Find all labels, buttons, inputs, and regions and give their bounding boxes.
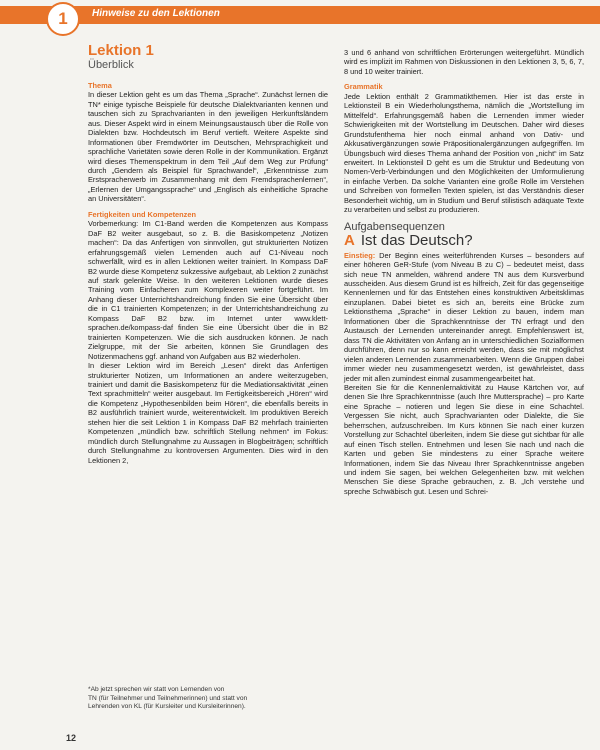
footnote-line: *Ab jetzt sprechen wir statt von Lernenden von [88, 686, 225, 693]
kompetenzen-heading: Fertigkeiten und Kompetenzen [88, 209, 196, 219]
thema-paragraph: In dieser Lektion geht es um das Thema „Sprache“. Zunächst lernen die TN* einige typische Beispiele für deutsche Dialektvarianten kennen und tauschen sich zu Sprachvarianten in den jeweiligen Herkunftsländern aus. Dieser Aspekt wird in einem Meinungsaustausch über die Rolle von Dialekten bzw. Hochdeutsch im Beruf vertieft. Weitere Aspekte sind Informationen über Fremdwörter im Deutschen, Mehrsprachigkeit und sprachliche Varietäten sowie deren Rolle in der Kommunikation. Ergänzt wird dieses Themenspektrum in dem Teil „Auf dem Weg zur Prüfung“ durch „Gendern als Beispiel für Sprachwandel“, „Erkenntnisse zum Erstspracherwerb im Zusammenhang mit dem Fremdsprachenlernen“, „Erlernen der Umgangssprache“ und „Englisch als einheitliche Sprache an Universitäten“. [88, 90, 328, 204]
einstieg-text: Der Beginn eines weiterführenden Kurses – besonders auf einer höheren GeR-Stufe (vom Niveau B zu C) – bedeutet meist, dass sich neue TN anmelden, während andere TN aus dem Kursverbund ausscheiden. Aus diesem Grund ist es hilfreich, Zeit für das gegenseitige Kennenlernen und für das Entstehen eines konstruktiven Arbeitsklimas einzuplanen. Dabei bietet es sich an, bereits eine Brücke zum Lektionsthema „Sprache“ in dieser Lektion zu bauen, indem man Informationen über die Sprachkenntnisse der TN erfragt und den Austausch der Lernenden untereinander anregt. Empfehlenswert ist, dass TN die Aktivitäten von Anfang an in unterschiedlichen Sozialformen durchführen, denn nur so kann erreicht werden, dass sie mit möglichst vielen anderen Lernenden zusammenarbeiten. Wenn die Gruppen dabei immer wieder neu zusammengesetzt werden, ist gewährleistet, dass jeder mit allen zumindest einmal zusammengearbeitet hat. [344, 250, 584, 383]
continuation-paragraph: 3 und 6 anhand von schriftlichen Erörterungen weitergeführt. Mündlich wird es implizit im Rahmen von Diskussionen in den Lektionen 3, 5, 6, 7, 8 und 10 weiter trainiert. [344, 48, 584, 76]
section-a-title [344, 232, 584, 250]
grammatik-paragraph: Jede Lektion enthält 2 Grammatikthemen. Hier ist das erste in Lektionsteil B ein Wiederholungsthema, nämlich die „Wortstellung im Mittelfeld“. Erfahrungsgemäß haben die Lernenden immer wieder Schwierigkeiten mit der Wortstellung im Deutschen. Daher wird dieses Grundstufenthema hier noch einmal anhand von Dativ- und Akkusativergänzungen sowie Präpositionalergänzungen aufgegriffen. Im Übungsbuch wird dieses Thema anhand der Position von „nicht“ im Satz erweitert. In Lektionsteil D geht es um die Struktur und Bedeutung von Nomen-Verb-Verbindungen und den Möglichkeiten der Umformulierung in einfache Verben. Da solche Varianten eine große Rolle im Verstehen und Schreiben von formellen Texten spielen, ist das Verständnis dieser Besonderheit wichtig, um in Studium und Beruf stilistisch adäquate Texte zu verarbeiten und selbst zu produzieren. [344, 91, 584, 215]
kompetenzen-paragraph-2: In dieser Lektion wird im Bereich „Lesen“ direkt das Anfertigen strukturierter Notizen, um Informationen an andere weiterzugeben, trainiert und damit die Basiskompetenz für die Mediationsaktivität „einen Text sprachmitteln“ weiter ausgebaut. Im Fertigkeitsbereich „Hören“ wird die Kompetenz „Hypothesenbilden beim Hören“, die ebenfalls bereits in B2 ausführlich trainiert wurde, weiterentwickelt. Im produktiven Bereich stehen hier die seit Lektion 1 in Kompass DaF B2 mehrfach trainierten Kompetenzen „mündlich bzw. schriftlich Stellung nehmen“ im Fokus: mündlich durch Stellungnahme zu Aussagen in Blogbeiträgen; schriftlich durch Stellungnahme zu kontroversen Argumenten. Dies wird in den Lektionen 2, [88, 361, 328, 465]
lesson-title: Lektion 1 [88, 42, 154, 59]
sequences-heading: Aufgabensequenzen [344, 220, 445, 233]
section-a-letter: A [344, 232, 355, 250]
einstieg-lead: Einstieg: [344, 250, 376, 260]
section-a-title-text: Ist das Deutsch? [360, 232, 473, 250]
page-number: 12 [66, 733, 77, 743]
footnote-line: Lehrenden von KL (für Kursleiter und Kursleiterinnen). [88, 703, 246, 711]
left-column [88, 42, 328, 465]
thema-heading: Thema [88, 80, 112, 90]
chapter-number-badge: 1 [46, 2, 80, 36]
footnote-line: TN (für Teilnehmer und Teilnehmerinnen) und statt von [88, 694, 248, 702]
footnote [88, 686, 328, 712]
header-bar [0, 6, 600, 24]
einstieg-paragraph [344, 251, 584, 383]
header-title: Hinweise zu den Lektionen [92, 8, 220, 19]
bereiten-paragraph: Bereiten Sie für die Kennenlernaktivität zu Hause Kärtchen vor, auf denen Sie Ihre Sprachkenntnisse (auch Ihre Muttersprache) – pro Karte eine Sprache – notieren und legen Sie diese in eine Schachtel. Vergessen Sie nicht, auch Sprachvarianten oder Dialekte, die Sie beherrschen, aufzuschreiben. Im Kurs können Sie nach einer kurzen Vorstellung zur Schachtel überleiten, indem Sie diese gut sichtbar für alle auf einen Tisch stellen. Entnehmen und lesen Sie nach und nach die Karten und geben Sie mindestens zu einer Sprache weitere Informationen, indem Sie das Niveau Ihrer Sprachkenntnisse angeben und indem Sie sagen, bei welchen Gelegenheiten bzw. mit welchen Menschen Sie diese Sprache gebrauchen, z. B. „Ich verstehe und spreche Schwäbisch gut. Lesen und Schrei- [344, 382, 584, 496]
kompetenzen-paragraph-1: Vorbemerkung: Im C1-Band werden die Kompetenzen aus Kompass DaF B2 weiter ausgebaut, so z. B. die Basiskompetenz „Notizen machen“: Da das Anfertigen von sinnvollen, gut strukturierten Notizen erfahrungsgemäß vielen Lernenden auch auf C1-Niveau noch schwerfällt, wird es in allen Lektionen weiter trainiert. In Kompass DaF B2 wurde diese Kompetenz sukzessive aufgebaut, ab Lektion 2 zunächst auf stark gelenkte Weise. In den weiteren Lektionen wurde dieses Training vom Einfacheren zum Komplexeren weiter fortgeführt. Im Anhang dieser Unterrichtshandreichung finden Sie eine Übersicht über die in C1 trainierten Kompetenzen; in der Unterrichtshandreichung zu Kompass DaF B2 bzw. im Internet unter www.klett-sprachen.de/kompass-daf finden Sie eine Übersicht über die in B2 trainierten Kompetenzen. Wie die sich ausdrucken können. Je nach Zielgruppe, mit der Sie arbeiten, können Sie Grundlagen des Notizenmachens ggf. anhand von Aufgaben aus B2 wiederholen. [88, 219, 328, 361]
right-column [344, 48, 584, 496]
overview-title: Überblick [88, 59, 134, 72]
grammatik-heading: Grammatik [344, 82, 383, 92]
